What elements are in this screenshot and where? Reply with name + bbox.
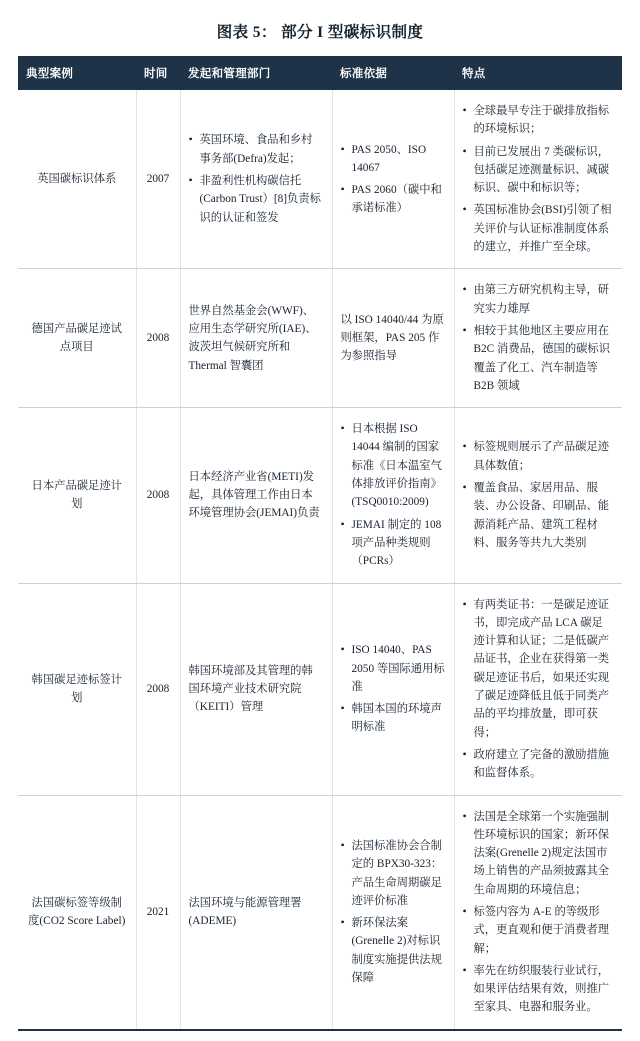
cell-department (180, 795, 332, 1030)
cell-department (180, 269, 332, 408)
table-body (18, 90, 622, 1030)
cell-standard (332, 583, 454, 795)
cell-department (180, 583, 332, 795)
page-title: 图表 5： 部分 I 型碳标识制度 (216, 24, 424, 41)
cell-standard (332, 269, 454, 408)
table-header (18, 56, 622, 90)
cell-text: 韩国环境部及其管理的韩国环境产业技术研究院（KEITI）管理 (188, 664, 313, 714)
cell-time: 2008 (136, 408, 180, 583)
list-item: • 率先在纺织服装行业试行，如果评估结果有效，则推广至家具、电器和服务业。 (463, 962, 615, 1017)
list-item: • 韩国本国的环境声明标准 (341, 700, 446, 737)
cell-features (454, 583, 622, 795)
cell-standard (332, 795, 454, 1030)
cell-text: 法国环境与能源管理署(ADEME) (188, 896, 302, 928)
column-header-time: 时间 (136, 56, 180, 90)
cell-time: 2007 (136, 90, 180, 269)
cell-case: 日本产品碳足迹计划 (18, 408, 136, 583)
table-row (18, 90, 622, 269)
cell-case: 韩国碳足迹标签计划 (18, 583, 136, 795)
table-row (18, 795, 622, 1030)
cell-department (180, 408, 332, 583)
cell-features (454, 90, 622, 269)
list-item: • ISO 14040、PAS 2050 等国际通用标准 (341, 641, 446, 696)
list-item: • 覆盖食品、家居用品、服装、办公设备、印刷品、能源消耗产品、建筑工程材料、服务等共九大类别 (463, 479, 615, 552)
cell-features (454, 408, 622, 583)
cell-standard (332, 90, 454, 269)
list-item: • 目前已发展出 7 类碳标识，包括碳足迹测量标识、减碳标识、碳中和标识等； (463, 143, 615, 198)
list-item: • JEMAI 制定的 108 项产品种类规则（PCRs） (341, 516, 446, 571)
cell-features (454, 795, 622, 1030)
list-item: • 标签内容为 A-E 的等级形式，更直观和便于消费者理解； (463, 903, 615, 958)
list-item: • 非盈利性机构碳信托(Carbon Trust）[8]负责标识的认证和签发 (189, 172, 324, 227)
list-item: • 法国是全球第一个实施强制性环境标识的国家；新环保法案(Grenelle 2)规定法国市场上销售的产品须披露其全生命周期的环境信息； (463, 808, 615, 899)
cell-department (180, 90, 332, 269)
list-item: • 政府建立了完备的激励措施和监督体系。 (463, 746, 615, 783)
list-item: • PAS 2060（碳中和承诺标准） (341, 181, 446, 218)
column-header-standard: 标准依据 (332, 56, 454, 90)
cell-time: 2021 (136, 795, 180, 1030)
list-item: • 有两类证书：一是碳足迹证书，即完成产品 LCA 碳足迹计算和认证；二是低碳产品证书，企业在获得第一类碳足迹证书后，如果还实现了碳足迹降低且低于同类产品的平均排放量，即可获得； (463, 596, 615, 742)
cell-case: 英国碳标识体系 (18, 90, 136, 269)
cell-time: 2008 (136, 583, 180, 795)
list-item: • 全球最早专注于碳排放指标的环境标识； (463, 102, 615, 139)
list-item: • 相较于其他地区主要应用在 B2C 消费品，德国的碳标识覆盖了化工、汽车制造等 B2B 领域 (463, 322, 615, 395)
column-header-case: 典型案例 (18, 56, 136, 90)
table-header-row (18, 56, 622, 90)
list-item: • 英国环境、食品和乡村事务部(Defra)发起； (189, 131, 324, 168)
list-item: • 日本根据 ISO 14044 编制的国家标准《日本温室气体排放评价指南》(TSQ0010:2009) (341, 420, 446, 511)
list-item: • 新环保法案(Grenelle 2)对标识制度实施提供法规保障 (341, 914, 446, 987)
list-item: • 法国标准协会合制定的 BPX30-323：产品生命周期碳足迹评价标准 (341, 837, 446, 910)
cell-case: 法国碳标签等级制度(CO2 Score Label) (18, 795, 136, 1030)
list-item: • PAS 2050、ISO 14067 (341, 141, 446, 178)
column-header-features: 特点 (454, 56, 622, 90)
cell-time: 2008 (136, 269, 180, 408)
cell-features (454, 269, 622, 408)
table-row (18, 269, 622, 408)
list-item: • 标签规则展示了产品碳足迹具体数值； (463, 438, 615, 475)
cell-standard (332, 408, 454, 583)
list-item: • 英国标准协会(BSI)引领了相关评价与认证标准制度体系的建立，并推广至全球。 (463, 201, 615, 256)
cell-text: 世界自然基金会(WWF)、应用生态学研究所(IAE)、波茨坦气候研究所和 Thermal 智囊团 (188, 304, 317, 372)
column-header-department: 发起和管理部门 (180, 56, 332, 90)
table-row (18, 408, 622, 583)
list-item: • 由第三方研究机构主导，研究实力雄厚 (463, 281, 615, 318)
cell-text: 日本经济产业省(METI)发起，具体管理工作由日本环境管理协会(JEMAI)负责 (188, 470, 320, 520)
cell-case: 德国产品碳足迹试点项目 (18, 269, 136, 408)
table-row (18, 583, 622, 795)
carbon-label-systems-table (18, 56, 622, 1031)
cell-text: 以 ISO 14040/44 为原则框架，PAS 205 作为参照指导 (340, 313, 444, 363)
